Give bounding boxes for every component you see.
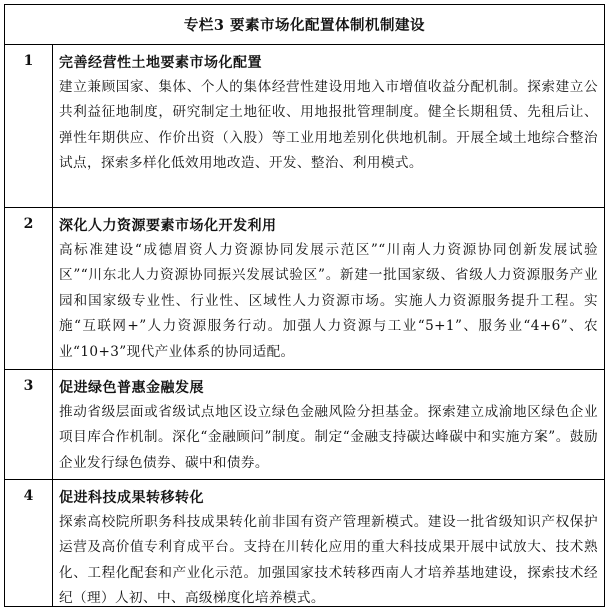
section-content — [59, 376, 598, 476]
section-number: 3 — [5, 370, 53, 479]
section-number: 1 — [5, 45, 53, 207]
section-number: 4 — [5, 480, 53, 606]
section-3 — [5, 370, 604, 480]
section-2 — [5, 208, 604, 370]
section-4 — [5, 480, 604, 606]
section-number: 2 — [5, 208, 53, 369]
section-heading: 深化人力资源要素市场化开发利用 — [59, 218, 277, 234]
section-content — [59, 486, 598, 612]
section-body: 推动省级层面或省级试点地区设立绿色金融风险分担基金。探索建立成渝地区绿色企业项目库合作机制。深化“金融顾问”制度。制定“金融支持碳达峰碳中和实施方案”。鼓励企业发行绿色债券、碳中和债券。 — [59, 404, 598, 471]
section-body: 高标准建设“成德眉资人力资源协同发展示范区”“川南人力资源协同创新发展试验区”“川东北人力资源协同振兴发展试验区”。新建一批国家级、省级人力资源服务产业园和国家级专业性、行业性、区域性人力资源市场。实施人力资源服务提升工程。实施“互联网+”人力资源服务行动。加强人力资源与工业“5+1”、服务业“4+6”、农业“10+3”现代产业体系的协同适配。 — [59, 242, 598, 360]
section-content — [59, 51, 598, 177]
section-1 — [5, 45, 604, 208]
section-body: 探索高校院所职务科技成果转化前非国有资产管理新模式。建设一批省级知识产权保护运营及高价值专利育成平台。支持在川转化应用的重大科技成果开展中试放大、技术熟化、工程化配套和产业化示范。加强国家技术转移西南人才培养基地建设，探索技术经纪（理）人初、中、高级梯度化培养模式。 — [59, 514, 598, 607]
section-content — [59, 214, 598, 365]
table-title: 专栏3 要素市场化配置体制机制建设 — [5, 5, 604, 45]
section-heading: 促进科技成果转移转化 — [59, 490, 204, 506]
section-heading: 促进绿色普惠金融发展 — [59, 380, 204, 396]
section-heading: 完善经营性土地要素市场化配置 — [59, 55, 262, 71]
section-body: 建立兼顾国家、集体、个人的集体经营性建设用地入市增值收益分配机制。探索建立公共利益征地制度，研究制定土地征收、用地报批管理制度。健全长期租赁、先租后让、弹性年期供应、作价出资（入股）等工业用地差别化供地机制。开展全域土地综合整治试点，探索多样化低效用地改造、开发、整治、利用模式。 — [59, 79, 598, 172]
special-column-table — [4, 4, 605, 607]
